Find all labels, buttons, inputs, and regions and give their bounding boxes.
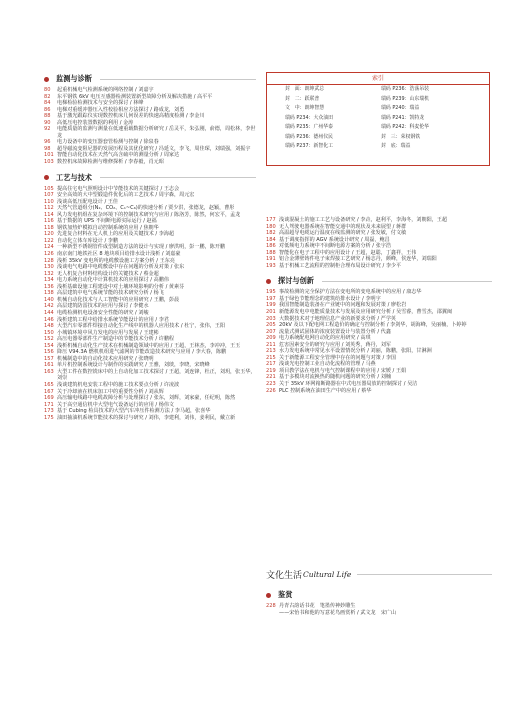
toc-entry-title: 浅谈建筑机电安装工程中的施工技术要点分析 / 许凌波 (57, 381, 180, 388)
toc-page-number: 171 (44, 401, 54, 408)
section-title: 工艺与技术 (56, 172, 92, 182)
toc-entry-title: 高层建筑防雷技术的应用与探讨 / 李健水 (57, 303, 149, 310)
toc-entry-title: 智能自动化技术在天然气高含硫中的测量分析 / 周家达 (57, 152, 180, 159)
toc-entry-title: 油田抽油机系统节能技术的探讨与研究 / 刘伟，李建利，刘伟，姜利民，戴立新 (57, 414, 236, 421)
toc-page-number (266, 610, 279, 617)
toc-right-column (266, 217, 492, 394)
toc-entry-title: 浅析机械自动化生产技术在机械制造领域中的应用 / 王超，王林杰，李冲冲，王玉 (57, 342, 241, 349)
toc-page-number: 107 (44, 192, 54, 199)
toc-page-number: 96 (44, 139, 51, 146)
toc-page-number: 84 (44, 100, 51, 107)
toc-page-number: 180 (266, 223, 276, 230)
toc-page-number: 122 (44, 237, 54, 244)
toc-page-number: 213 (266, 348, 276, 355)
toc-entry-title: 钢铁加热炉模拟自动控制系统的应用 / 焦朝华 (57, 224, 159, 231)
toc-page-number: 165 (44, 381, 54, 388)
section-divider (100, 177, 256, 178)
toc-page-number: 92 (44, 126, 51, 133)
toc-entry-title: 高温超导电缆运行温度在线监测的研究 / 张发敏，付文敏 (279, 230, 407, 237)
toc-entry-title: 无人驾驶电器系统在智能交通中的现状及未来展望 / 蒋群 (279, 223, 407, 230)
toc-page-number: 110 (44, 198, 54, 205)
toc-page-number: 169 (44, 395, 54, 402)
toc-entry[interactable] (266, 388, 492, 395)
toc-page-number: 201 (266, 309, 276, 316)
toc-entry-title: 自动化立体车库设计 / 李鹏 (57, 237, 118, 244)
toc-entry-title: 大数据技术对于地理信息产业的新要求分析 / 严学英 (279, 315, 397, 322)
toc-left-column (44, 74, 256, 421)
index-cell: 瑞码 P240：瑞益 (381, 105, 420, 111)
toc-entry-title: 高压输电线路中电缆故障分析与处理探讨 / 张东，刘辉，刘家豪，任纪明，陈然 (57, 395, 236, 402)
toc-entry-title: 智能化在电子工程中的应用设计 / 王超，赵聪，丁鑫祥，王伟 (279, 249, 417, 256)
index-box-title: 索引 (267, 73, 489, 85)
toc-entry-list-technology (44, 186, 256, 422)
toc-page-number: 146 (44, 316, 54, 323)
toc-entry-title: 关于 35kV 环网箱断路器在中式电压器局放的控制探讨 / 吴洁 (279, 381, 418, 388)
toc-page-number: 82 (44, 93, 51, 100)
toc-entry-title: 基于多模块对流换热的随机问题的研究分析 / 刘楠 (279, 374, 391, 381)
toc-page-number: 101 (44, 152, 54, 159)
toc-entry-title: 关于冷却液在机床加工中的重要性分析 / 刘从辉 (57, 388, 164, 395)
toc-entry-list-monitoring (44, 87, 256, 166)
section-heading-appreciation (266, 590, 492, 600)
toc-entry-title: 基于调度指挥的 AGV 系统设计研究 / 周磊，鲍昌 (279, 236, 390, 243)
toc-page-number: 142 (44, 303, 54, 310)
toc-page-number: 207 (266, 328, 276, 335)
toc-entry-title: 天然气管道组分(N₂、CO₂、C₁~C₆)的快速分析 / 贾少洪，张德龙，赵颖，曹彤 (57, 205, 235, 212)
toc-entry-title: 机械自动化技术与人工智能中的应用研究 / 王鹏，彭晨 (57, 296, 180, 303)
toc-page-number: 86 (44, 106, 51, 113)
toc-page-number: 144 (44, 309, 54, 316)
toc-page-number: 221 (266, 374, 276, 381)
toc-page-number: 140 (44, 296, 54, 303)
toc-entry-list-continued (266, 217, 492, 269)
toc-page-number: 126 (44, 251, 54, 258)
toc-entry-title: 基于数据的 UPS 不间断电源实际运行 / 赵福 (57, 218, 157, 225)
toc-page-number: 114 (44, 211, 54, 218)
section-heading-innovation (266, 276, 492, 286)
toc-entry-title: 基于激光跟踪仪实现数控机床几何误差的快速高精度检测 / 李金川 (57, 113, 205, 120)
toc-entry-title: 高层建筑中电气系统节能的技术研究分析 / 杨飞 (57, 290, 164, 297)
section-divider (100, 79, 256, 80)
toc-entry-title: PLC 控制系统在油田生产中的应用 / 蔡华 (279, 387, 372, 394)
toc-entry-title: 数控机床故障检测与维修探析 / 李春毅，肖元昭 (57, 159, 164, 166)
toc-entry-title: 机械制造中的自动化技术应用研究 / 张晓明 (57, 355, 154, 362)
toc-entry-title: 电力系统自动化中计算机技术的应用探讨 / 高鹏伟 (57, 277, 169, 284)
toc-entry-title: 超导磁流变阻尼器的发展历程及其优化研究 / 冯延文，李飞，周佳琛，刘瑞强，刘振宇 (57, 145, 251, 152)
toc-entry-title: 大型工件在数控铣床中的上自动化加工技术探讨 / 王超，刘连锋，杜正，刘玥，张玉华，刘崇 (57, 368, 256, 382)
index-cell: 瑞码 P236：浩荡吊装 (381, 86, 430, 92)
toc-entry-title: 先进复合材料在无人机上的应用及关键技术 / 李海超 (57, 231, 175, 238)
index-cell: 瑞码 P236：德州仪民 (285, 133, 334, 140)
toc-page-number: 223 (266, 381, 276, 388)
section-title: 探讨与创新 (278, 276, 314, 286)
toc-page-number: 205 (266, 322, 276, 329)
bullet-dot-icon (44, 77, 49, 82)
toc-entry-title: 降压 V94.3A 燃机机组进气滤网的节能改造技术研究与应用 / 李大春，陈鹏 (57, 349, 227, 356)
culture-title-en: Cultural Life (303, 570, 352, 579)
toc-entry-title: 东平钢铁 6kV 电压互感器检测装置新型故障分析及解决措施 / 高平平 (57, 93, 213, 100)
toc-page-number: 226 (266, 387, 276, 394)
toc-entry-title: 电力系统配电网自动化的应用研究 / 高琪 (279, 335, 371, 342)
toc-entry-title: 事故检测的完全保护方法在变电所的变电系统中的应用 / 康志华 (279, 289, 422, 296)
toc-page-number: 120 (44, 231, 54, 238)
section-divider (322, 281, 492, 282)
toc-entry-title: ——宋怡书和他的写意花鸟画赏析 / 武文龙 宋广山 (279, 609, 397, 616)
toc-page-number: 203 (266, 315, 276, 322)
toc-page-number: 157 (44, 355, 54, 362)
index-row (267, 142, 489, 152)
culture-title (266, 568, 492, 581)
culture-title-cn: 文化生活 (266, 571, 303, 581)
index-rows (267, 85, 489, 152)
toc-entry-list-innovation (266, 289, 492, 394)
index-row (267, 123, 489, 133)
toc-page-number: 175 (44, 414, 54, 421)
toc-page-number: 184 (266, 236, 276, 243)
toc-entry-title: 浅谈高低压配电设计 / 王佳 (57, 198, 118, 205)
index-cell: 瑞码 P241：凯特龙 (381, 114, 425, 121)
toc-page-number: 98 (44, 145, 51, 152)
toc-entry-title: 单片机控制系统设计与制作的实践研究 / 王雅，刘琰，李晓，宋晓峰 (57, 362, 210, 369)
toc-page-number: 186 (266, 243, 276, 250)
toc-entry-title: 一种新型不锈钢管件成型制造方法的设计与实现 / 廖洪明，彭一鹏，陈开鹏 (57, 244, 225, 251)
toc-page-number: 103 (44, 159, 54, 166)
toc-entry-title: 铝合金薄壁铸件电子束焊接工艺研究 / 杨志丹，颜峰，侯连华，刘瑞阳 (279, 256, 437, 263)
toc-page-number: 148 (44, 323, 54, 330)
index-cell: 瑞码 P242：科麦伦华 (381, 124, 430, 130)
index-row (267, 104, 489, 114)
toc-entry-title: 提高住宅电气照明设计中节能技术的关键探讨 / 王志会 (57, 185, 180, 192)
toc-entry-title: 无人机复合材料结构设计的关键技术 / 蔡金超 (57, 270, 159, 277)
toc-page-number: 219 (266, 367, 276, 374)
index-cell: 封 三：荣权钢铁 (381, 133, 421, 140)
toc-page-number: 161 (44, 362, 54, 369)
toc-page-number: 228 (266, 603, 276, 609)
index-cell: 封 面：朗坤武总 (285, 86, 325, 92)
toc-page-number: 152 (44, 336, 54, 343)
toc-page-number: 163 (44, 368, 54, 375)
toc-entry-title: 电梯检验检测技术与安全的探讨 / 林峰 (57, 100, 144, 107)
toc-page-number: 132 (44, 270, 54, 277)
toc-entry-title: 浅谈混凝土的施工工艺与设备研究 / 李垚，赵利平，李海冬，刘朝阳，王超 (279, 217, 447, 223)
section-heading-monitoring (44, 74, 256, 84)
toc-entry-title: 基于 Cubing 检具技术的大型汽车冲压件检测方法 / 李马超，张喜华 (57, 408, 211, 415)
toc-entry-title: 浅析基础设施工程建设中对土壤环境影响的分析 / 黄素芬 (57, 283, 185, 290)
toc-entry[interactable] (266, 610, 492, 617)
toc-entry-title: 流量式测试固体的浓度装置设计与装置分析 / 代鑫 (279, 328, 391, 335)
index-cell: 瑞码 P235：广州华泰 (285, 124, 334, 130)
section-title: 监测与诊断 (56, 74, 92, 83)
index-row (267, 95, 489, 105)
toc-page-number: 191 (266, 256, 276, 263)
toc-entry-title: 丹青古韵话书花 笔墨传神妙雕生 (279, 603, 356, 609)
section-heading-technology (44, 173, 256, 183)
index-cell: 瑞码 P234：大众油田 (285, 114, 334, 121)
index-cell: 封 底：瑞益 (381, 143, 411, 149)
culture-divider (357, 574, 492, 575)
toc-entry-title: 风力发电机组在复杂环境下的控制技术研究与应用 / 陈洛芳，陈然，何宏平，孟龙 (57, 211, 241, 218)
toc-entry-title: 浅谈光电控制工业自动化流程的管理 / 马燕 (279, 361, 376, 368)
index-cell: 文 中：朗坤智慧 (285, 105, 325, 111)
toc-page-number: 112 (44, 205, 54, 212)
toc-entry-title: 对低频电力系统中不间断电源方案的分析 / 张宇浩 (279, 243, 391, 250)
toc-entry-title: 我国智能制造装备在产业链中的问题和发展对策 / 廖松岩 (279, 302, 407, 309)
toc-page-number: 197 (266, 295, 276, 302)
toc-page-number: 154 (44, 342, 54, 349)
toc-entry-title: 浅谈电气电路中电缆敷设中存在问题的分析及对策 / 张东 (57, 264, 185, 271)
index-row (267, 114, 489, 124)
toc-entry-title: 安全高效的大中型锻造件优化后的工艺技术 / 周宇森，周元宏 (57, 192, 195, 199)
toc-page-number: 105 (44, 185, 54, 192)
index-cell: 封 二：跃联普 (285, 95, 320, 102)
toc-entry-title: 大型汽车零部件焊接自动化生产线中的机器人应用技术 / 杜宁，张伟，王阳 (57, 323, 225, 330)
toc-entry-title: 关于新能源工程安全管理中存在的问题与对策 / 李国 (279, 354, 397, 361)
index-row (267, 85, 489, 95)
toc-page-number: 215 (266, 354, 276, 361)
toc-entry-title: 浅析建筑工程中给排水系统节能设计的应用 / 李君 (57, 316, 169, 323)
toc-page-number: 173 (44, 408, 54, 415)
toc-entry-title: 南京南门地铁社区 8 地块项目给排水设计浅析 / 刘嘉豪 (57, 251, 181, 258)
toc-page-number: 128 (44, 257, 54, 264)
toc-entry-title: 浅析 35kV 变电所的电缆敷设施工方案分析 / 王东亮 (57, 257, 175, 264)
index-cell: 瑞码 P239：山东瑞机 (381, 95, 430, 102)
toc-entry-title: 电能质量的监测与测量在低速重载数据分析研究 / 岳灵平，朱弘刚，俞德，周松林，李世龙 (57, 126, 256, 139)
bullet-dot-icon (266, 593, 271, 598)
toc-page-number: 193 (266, 262, 276, 269)
toc-entry-title: 关于高空通信机中大型电气设备运行的应用 / 杨伟文 (57, 401, 175, 408)
toc-entry[interactable] (44, 126, 256, 139)
toc-entry[interactable] (44, 415, 256, 422)
toc-page-number: 80 (44, 87, 51, 93)
toc-entry-title: 起重机械电气检测系统的网络控制 / 刘嘉宇 (57, 87, 154, 93)
toc-entry[interactable] (266, 263, 492, 270)
toc-page-number: 118 (44, 224, 54, 231)
toc-entry-title: 新能源发电中电能质量技术与发展及应用研究分析 / 吴雪睿，曹雪杰，邵翼闽 (279, 309, 453, 316)
toc-entry-title: 高低压电控装置数据的利用 / 金涛 (57, 119, 134, 126)
toc-entry-title: 电力设备中的变压器套管检测与控制 / 徐泉春 (57, 139, 159, 146)
toc-page-number: 134 (44, 277, 54, 284)
toc-page-number: 177 (266, 217, 276, 223)
toc-entry-title: 电梯对重缓冲器压入性校验相应方法探讨 / 路成龙，刘勇 (57, 106, 185, 113)
toc-page-number: 199 (266, 302, 276, 309)
toc-page-number: 88 (44, 113, 51, 120)
toc-page-number: 124 (44, 244, 54, 251)
index-row (267, 133, 489, 143)
toc-entry-title: 项目教学法在电机与电气控制课程中的应用 / 宋媛 / 王娟 (279, 367, 407, 374)
toc-page-number: 136 (44, 283, 54, 290)
toc-page-number: 188 (266, 249, 276, 256)
toc-page-number: 182 (266, 230, 276, 237)
section-title: 鉴赏 (278, 590, 293, 599)
toc-entry-list-culture (266, 603, 492, 616)
toc-page-number: 211 (266, 341, 276, 348)
toc-entry[interactable] (44, 159, 256, 166)
toc-page-number: 138 (44, 290, 54, 297)
toc-page-number: 195 (266, 289, 276, 296)
toc-page-number: 167 (44, 388, 54, 395)
toc-entry-title: 基于机械工艺流程的控制柜合理布局设计研究 / 李少平 (279, 262, 402, 269)
toc-page-number: 116 (44, 218, 54, 225)
toc-entry-title: 基于绿色节能理念的建筑给排水设计 / 李明宇 (279, 295, 381, 302)
culture-section (266, 568, 492, 616)
toc-entry-title: 危害因素安全的研究与应用 / 刘英秀，蒋丹，刘军 (279, 341, 391, 348)
toc-page-number: 217 (266, 361, 276, 368)
toc-page-number: 150 (44, 329, 54, 336)
toc-page-number: 209 (266, 335, 276, 342)
toc-page-number: 156 (44, 349, 54, 356)
toc-entry-title: 高压电器零部件生产制造中的节能技术分析 / 许鹏程 (57, 336, 175, 343)
toc-entry-title: 20kV 及以下配电网工程造价的确定与控制分析 / 李剑华，胡海峰，吴丽楠，卜婷婷 (279, 322, 467, 329)
index-cell: 瑞码 P237：新智化工 (285, 143, 334, 149)
toc-entry-title: 水力发电系统中常见水平设置情况分析 / 刘丽，陈鹏，张阳，甘淋洲 (279, 348, 432, 355)
toc-entry-title: 小城镇环境中风力发电的应用与发展 / 王建彬 (57, 329, 159, 336)
toc-page-number: 130 (44, 264, 54, 271)
toc-entry-title: 电缆检测机电设备安全性能的研究 / 刘峻 (57, 309, 149, 316)
advertiser-index-box (266, 72, 490, 166)
bullet-dot-icon (266, 279, 271, 284)
toc-page-number: 90 (44, 119, 51, 126)
bullet-dot-icon (44, 175, 49, 180)
toc-entry[interactable] (44, 369, 256, 382)
